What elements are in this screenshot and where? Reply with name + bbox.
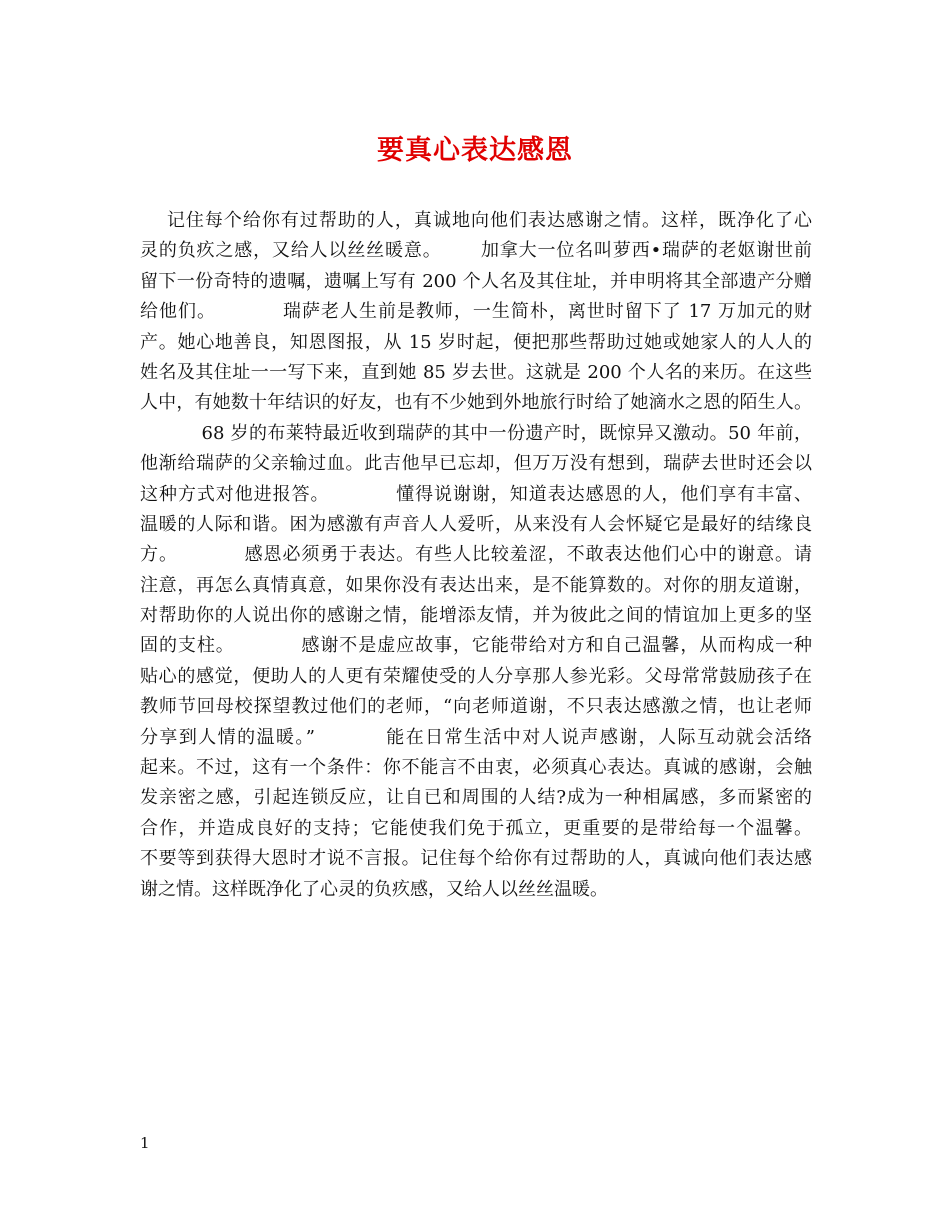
body-line: 不要等到获得大恩时才说不言报。记住每个给你有过帮助的人，真诚向他们表达感	[140, 848, 812, 870]
document-title: 要真心表达感恩	[377, 135, 573, 166]
body-line: 分享到人情的温暖。” 能在日常生活中对人说声感谢，人际互动就会活络	[140, 726, 812, 748]
body-line: 固的支柱。 感谢不是虚应故事，它能带给对方和自己温馨，从而构成一种	[140, 635, 812, 657]
body-line: 给他们。 瑞萨老人生前是教师，一生简朴，离世时留下了 17 万加元的财	[140, 301, 812, 323]
body-line: 记住每个给你有过帮助的人，真诚地向他们表达感谢之情。这样，既净化了心	[140, 210, 812, 231]
body-line: 对帮助你的人说出你的感谢之情，能增添友情，并为彼此之间的情谊加上更多的坚	[140, 605, 812, 627]
body-line: 产。她心地善良，知恩图报，从 15 岁时起，便把那些帮助过她或她家人的人人的	[140, 331, 812, 353]
body-line: 合作，并造成良好的支持；它能使我们免于孤立，更重要的是带给每一个温馨。	[140, 817, 812, 839]
body-line: 这种方式对他进报答。 懂得说谢谢，知道表达感恩的人，他们享有丰富、	[140, 483, 812, 505]
body-line: 贴心的感觉，便助人的人更有荣耀使受的人分享那人参光彩。父母常常鼓励孩子在	[140, 665, 812, 687]
body-line: 方。 感恩必须勇于表达。有些人比较羞涩，不敢表达他们心中的谢意。请	[140, 544, 812, 566]
body-line: 温暖的人际和谐。困为感激有声音人人爱听，从来没有人会怀疑它是最好的结缘良	[140, 513, 812, 535]
body-line: 注意，再怎么真情真意，如果你没有表达出来，是不能算数的。对你的朋友道谢，	[140, 574, 812, 596]
body-line: 姓名及其住址一一写下来，直到她 85 岁去世。这就是 200 个人名的来历。在这些	[140, 361, 812, 383]
body-line: 人中，有她数十年结识的好友，也有不少她到外地旅行时给了她滴水之恩的陌生人。	[140, 392, 812, 414]
body-line: 他渐给瑞萨的父亲输过血。此吉他早已忘却，但万万没有想到，瑞萨去世时还会以	[140, 453, 812, 475]
document-body	[140, 206, 812, 905]
body-line: 谢之情。这样既净化了心灵的负疚感，又给人以丝丝温暖。	[140, 878, 608, 900]
body-line: 教师节回母校探望教过他们的老师，“向老师道谢，不只表达感激之情，也让老师	[140, 696, 812, 718]
body-line: 留下一份奇特的遗嘱，遗嘱上写有 200 个人名及其住址，并申明将其全部遗产分赠	[140, 270, 812, 292]
body-line: 起来。不过，这有一个条件：你不能言不由衷，必须真心表达。真诚的感谢，会触	[140, 757, 812, 779]
page-number: 1	[140, 1134, 150, 1152]
body-line: 68 岁的布莱特最近收到瑞萨的其中一份遗产时，既惊异又激动。50 年前，	[140, 422, 812, 444]
body-line: 灵的负疚之感，又给人以丝丝暖意。 加拿大一位名叫萝西•瑞萨的老妪谢世前	[140, 240, 812, 262]
body-line: 发亲密之感，引起连锁反应，让自已和周围的人结?成为一种相属感，多而紧密的	[140, 787, 812, 809]
